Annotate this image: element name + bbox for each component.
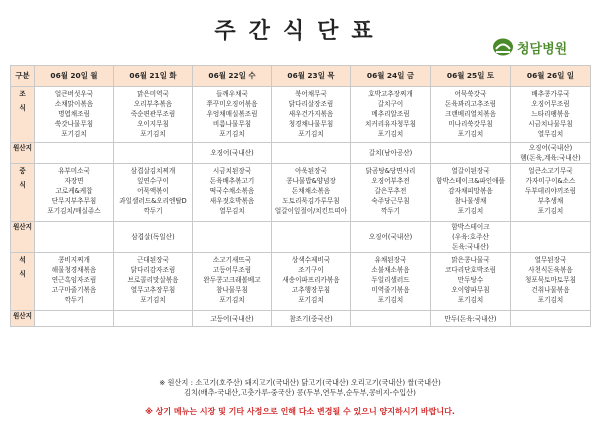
origin-text: 함박스테이크 (451, 223, 490, 231)
origin-legend (0, 378, 600, 398)
day-header: 06월 20일 월 (35, 66, 114, 87)
meal-cell (351, 253, 431, 311)
menu-item: 죽순편관무조림 (130, 110, 176, 118)
menu-item: 포기김치 (140, 296, 166, 304)
menu-item: 닭다리살장조림 (288, 100, 334, 108)
menu-item: 소고기새뜨국 (212, 256, 252, 264)
menu-item: 오징어무조림 (531, 100, 570, 108)
menu-item: 갈치구이 (377, 100, 404, 108)
origin-cell (114, 143, 193, 164)
menu-item: 도토리묵김가루무침 (282, 197, 340, 205)
menu-item: 느타리팽볶음 (531, 110, 570, 118)
menu-item: 고추행장무침 (291, 286, 331, 294)
menu-item: 배추콩가루국 (531, 90, 570, 98)
menu-item: 사천식돈육볶음 (528, 266, 573, 274)
meal-cell (114, 253, 193, 311)
origin-cell (431, 143, 511, 164)
menu-item: 참나물생채 (454, 197, 487, 205)
menu-item: 포기김치 (219, 296, 245, 304)
day-header: 06월 23일 목 (272, 66, 351, 87)
menu-item: 포기김치 (298, 130, 324, 138)
meal-cell (511, 164, 591, 222)
origin-cell (193, 311, 272, 327)
menu-item: 소불채소볶음 (371, 266, 410, 274)
legend-line: 김치(배추-국내산,고춧가루-중국산) 콩(두부,연두부,순두부,콩비지-수입산) (184, 388, 416, 397)
hospital-name: 청담병원 (517, 41, 568, 57)
origin-cell (35, 143, 114, 164)
meal-cell (114, 164, 193, 222)
origin-cell (193, 143, 272, 164)
meal-cell (272, 87, 351, 143)
origin-text: 참조기(중국산) (289, 314, 333, 323)
menu-item: 북어채무국 (295, 90, 327, 98)
change-notice: ※ 상기 메뉴는 시장 및 기타 사정으로 인해 다소 변경될 수 있으니 양지하시기 바랍니다. (145, 407, 455, 416)
meal-label-char: 식 (19, 104, 26, 112)
menu-item: 고로케&케찹 (55, 187, 93, 195)
origin-cell (35, 222, 114, 253)
menu-item: 유부미소국 (58, 167, 90, 175)
origin-cell (272, 143, 351, 164)
menu-item: 참나물무침 (216, 286, 248, 294)
origin-text: 돈육:국내산) (452, 243, 489, 251)
menu-item: 명엽채조림 (58, 110, 90, 118)
meal-cell (272, 164, 351, 222)
menu-item: 새우젓호박볶음 (209, 197, 255, 205)
menu-item: 치커리유자청무침 (365, 120, 416, 128)
meal-cell (35, 253, 114, 311)
origin-cell (114, 311, 193, 327)
page-title: 주간식단표 (214, 19, 386, 44)
menu-item: 열무김치 (219, 207, 245, 215)
meal-label-char: 석 (19, 256, 26, 264)
menu-item: 미나리쑥갓무침 (448, 120, 493, 128)
menu-item: 콩비지찌개 (58, 256, 90, 264)
menu-item: 맑은미역국 (137, 90, 169, 98)
menu-item: 부추생채 (537, 197, 564, 205)
menu-item: 닭곰탕&당면사리 (365, 167, 416, 175)
origin-cell (511, 222, 591, 253)
meal-row (11, 164, 591, 222)
menu-item: 포기김치 (377, 130, 404, 138)
origin-cell (431, 222, 511, 253)
menu-item: 깍두기 (143, 207, 163, 215)
menu-item: 얼큰버섯우국 (54, 90, 94, 98)
menu-item: 포기김치/매실쥬스 (47, 207, 101, 215)
menu-item: 코다리단호박조림 (445, 266, 496, 274)
menu-item: 비름나물무침 (212, 120, 252, 128)
menu-item: 포기김치 (457, 130, 484, 138)
menu-item: 브로콜리맛살볶음 (127, 276, 179, 284)
day-header: 06월 24일 금 (351, 66, 431, 87)
menu-item: 가자미구이&소스 (525, 177, 576, 185)
menu-item: 포기김치 (537, 296, 564, 304)
origin-cell (511, 143, 591, 164)
menu-item: 어묵액볶이 (137, 187, 169, 195)
meal-cell (35, 87, 114, 143)
header-corner: 구분 (11, 66, 35, 87)
menu-item: 상색수제비국 (291, 256, 331, 264)
menu-item: 숙주당근무침 (371, 197, 410, 205)
origin-cell (511, 311, 591, 327)
menu-item: 열무고추장무침 (130, 286, 176, 294)
origin-row (11, 143, 591, 164)
menu-item: 두부데리야끼조림 (525, 187, 576, 195)
menu-item: 오이지무침 (137, 120, 169, 128)
menu-item: 돈육꽈리고추조림 (445, 100, 496, 108)
menu-item: 메추리알조림 (371, 110, 410, 118)
origin-text: 오징어(국내산) (210, 149, 254, 157)
meal-label-char: 중 (19, 167, 26, 175)
meal-cell (193, 87, 272, 143)
menu-item: 완두콩고크래볼베고 (203, 276, 261, 284)
weekly-menu-table (10, 65, 591, 327)
menu-item: 오리부추볶음 (133, 100, 173, 108)
origin-text: 삼겹살(독일산) (131, 233, 175, 241)
origin-label: 원산지 (11, 143, 35, 164)
meal-row (11, 87, 591, 143)
menu-item: 소채맑이볶음 (54, 100, 94, 108)
menu-item: 고등어무조림 (212, 266, 252, 274)
hospital-logo (492, 37, 567, 57)
meal-cell (511, 87, 591, 143)
menu-item: 근대된장국 (137, 256, 169, 264)
menu-item: 오징어부추전 (371, 177, 410, 185)
menu-item: 포기김치 (219, 130, 245, 138)
meal-label (11, 87, 35, 143)
meal-row (11, 253, 591, 311)
menu-item: 갈은무추전 (374, 187, 407, 195)
menu-item: 고구마줄기볶음 (51, 286, 97, 294)
menu-item: 오이양파무침 (451, 286, 490, 294)
menu-item: 유채된장국 (374, 256, 407, 264)
legend-line: ※ 원산지 : 소고기(호주산) 돼지고기(국내산) 닭고기(국내산) 오리고기(국내산) 쌀(국내산) (159, 378, 441, 387)
menu-item: 쑥갓나물무침 (54, 120, 94, 128)
meal-label-char: 식 (19, 270, 26, 278)
menu-item: 돈육배추볶고기 (209, 177, 255, 185)
meal-cell (272, 253, 351, 311)
day-header: 06월 21일 화 (114, 66, 193, 87)
origin-text: 갈치(남아공산) (368, 149, 413, 157)
meal-cell (431, 87, 511, 143)
menu-item: 우엉채매실볶조림 (206, 110, 258, 118)
menu-item: 열무된장국 (534, 256, 567, 264)
menu-item: 청포묵토마토무침 (525, 276, 576, 284)
origin-cell (351, 222, 431, 253)
menu-item: 과일샐러드&오리엔탈D (119, 197, 187, 205)
menu-item: 감자채피망볶음 (448, 187, 493, 195)
menu-item: 포기김치 (377, 296, 404, 304)
menu-item: 포기김치 (537, 207, 564, 215)
menu-item: 포기김치 (61, 130, 87, 138)
menu-item: 새우건가지볶음 (288, 110, 334, 118)
menu-item: 단무지부추무침 (51, 197, 97, 205)
header-row (11, 66, 591, 87)
menu-item: 열무김치 (537, 130, 564, 138)
origin-cell (351, 143, 431, 164)
menu-item: 해물청경채볶음 (51, 266, 97, 274)
menu-item: 얼갈이잎절이/치킨트띠아 (274, 207, 348, 215)
menu-item: 어묵쑥갓국 (454, 90, 487, 98)
menu-item: 쭈꾸미오징어볶음 (206, 100, 258, 108)
origin-cell (272, 222, 351, 253)
origin-label: 원산지 (11, 222, 35, 253)
origin-row (11, 222, 591, 253)
menu-item: 조기구이 (298, 266, 324, 274)
menu-item: 닭다리감자조림 (130, 266, 176, 274)
menu-item: 삼겹살김치찌개 (130, 167, 176, 175)
origin-text: 고등어(국내산) (210, 314, 254, 323)
meal-cell (431, 253, 511, 311)
origin-row (11, 311, 591, 327)
menu-item: 포기김치 (457, 296, 484, 304)
menu-item: 청경채나물무침 (288, 120, 334, 128)
menu-item: 돈채채소볶음 (291, 187, 331, 195)
origin-cell (193, 222, 272, 253)
menu-item: 미역줄기볶음 (371, 286, 410, 294)
menu-item: 잎연수구이 (137, 177, 169, 185)
meal-label-char: 조 (19, 90, 26, 98)
menu-item: 포기김치 (140, 130, 166, 138)
meal-cell (431, 164, 511, 222)
origin-cell (272, 311, 351, 327)
menu-item: 만두탕수 (457, 276, 484, 284)
meal-cell (511, 253, 591, 311)
origin-cell (35, 311, 114, 327)
meal-cell (35, 164, 114, 222)
menu-item: 새송이파프리카볶음 (282, 276, 340, 284)
origin-text: 만두(돈육:국내산) (444, 314, 497, 323)
origin-text: 오징어(국내산) (368, 233, 413, 241)
menu-item: 호박고추장찌개 (368, 90, 413, 98)
menu-item: 아욱된장국 (295, 167, 327, 175)
meal-label (11, 164, 35, 222)
day-header: 06월 22일 수 (193, 66, 272, 87)
meal-label (11, 253, 35, 311)
meal-label-char: 식 (19, 181, 26, 189)
logo-mark-icon (492, 37, 514, 57)
menu-item: 두일리샐러드 (371, 276, 410, 284)
menu-item: 함박스테이크&파인애플 (436, 177, 505, 185)
origin-cell (431, 311, 511, 327)
origin-label: 원산지 (11, 311, 35, 327)
meal-cell (114, 87, 193, 143)
origin-cell (351, 311, 431, 327)
menu-item: 들깨우채국 (216, 90, 248, 98)
menu-item: 얼큰소고기무국 (528, 167, 573, 175)
origin-text: (우육:호주산 (452, 233, 489, 241)
origin-cell (114, 222, 193, 253)
menu-item: 열갈이된장국 (451, 167, 490, 175)
menu-item: 깍두기 (380, 207, 401, 215)
meal-cell (351, 87, 431, 143)
menu-item: 떡국수채소볶음 (209, 187, 255, 195)
menu-item: 맑은콩나물국 (451, 256, 490, 264)
meal-cell (351, 164, 431, 222)
menu-item: 건취나물볶음 (531, 286, 570, 294)
menu-item: 포기김치 (298, 296, 324, 304)
meal-cell (193, 164, 272, 222)
menu-item: 크랜베리열치볶음 (445, 110, 496, 118)
origin-text: 햄(돈육,계육:국내산) (520, 154, 581, 162)
menu-item: 콩나물밥&양념장 (286, 177, 336, 185)
menu-item: 자장면 (64, 177, 84, 185)
menu-item: 연근흑임자조림 (51, 276, 97, 284)
meal-cell (193, 253, 272, 311)
menu-item: 깍두기 (64, 296, 84, 304)
menu-item: 시금치나물무침 (528, 120, 573, 128)
menu-item: 포기김치 (457, 207, 484, 215)
day-header: 06월 26일 일 (511, 66, 591, 87)
day-header: 06월 25일 토 (431, 66, 511, 87)
origin-text: 오징어(국내산) (528, 144, 573, 152)
menu-item: 시금치된장국 (212, 167, 252, 175)
